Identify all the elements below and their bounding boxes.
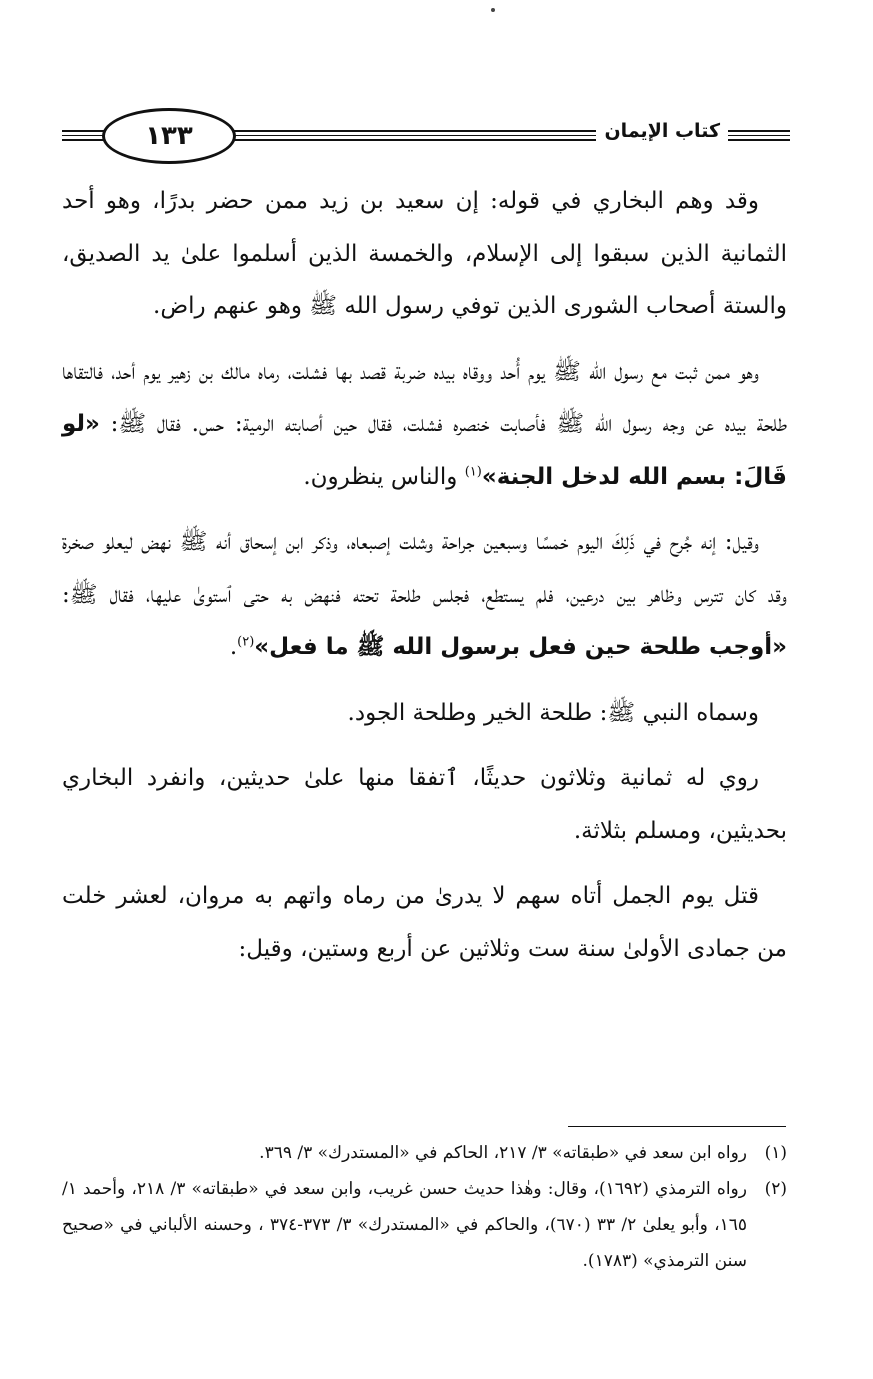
hadith-quote: «أوجب طلحة حين فعل برسول الله ﷺ ما فعل» bbox=[254, 634, 787, 660]
paragraph-text: وقيل: إنه جُرح في ذَلِكَ اليوم خمسًا وسبعين جراحة وشلت إصبعاه، وذكر ابن إسحاق أنه ﷺ نهض ليعلو صخرة وقد كان تترس وظاهر بين درعين، فلم يستطع، فجلس طلحة تحته فنهض به حتى ٱستوىٰ عليها، فقال ﷺ: bbox=[62, 529, 787, 608]
footnote-ref[interactable]: (٢) bbox=[237, 634, 255, 650]
page-number: ١٣٣ bbox=[102, 108, 236, 164]
paragraph-text: وهو ممن ثبت مع رسول الله ﷺ يوم أُحد ووقاه بيده ضربة قصد بها فشلت، رماه مالك بن زهير يوم أحد، فالتقاها طلحة بيده عن وجه رسول الله ﷺ فأصابت خنصره فشلت، فقال حين أصابته الرمية: حس. فقال ﷺ: bbox=[62, 358, 787, 437]
footnotes bbox=[62, 1135, 787, 1279]
footnote bbox=[62, 1135, 787, 1171]
paragraph-text: قتل يوم الجمل أتاه سهم لا يدرىٰ من رماه واتهم به مروان، لعشر خلت من جمادى الأولىٰ سنة ست وثلاثين عن أربع وستين، وقيل: bbox=[62, 883, 787, 962]
footnote-number: (١) bbox=[764, 1143, 787, 1163]
paragraph bbox=[62, 516, 787, 674]
footnote-text: رواه الترمذي (١٦٩٢)، وقال: وهٰذا حديث حسن غريب، وابن سعد في «طبقاته» ٣/ ٢١٨، وأحمد ١/ ١٦٥، وأبو يعلىٰ ٢/ ٣٣ (٦٧٠)، والحاكم في «المستدرك» ٣/ ٣٧٣-٣٧٤ ، وحسنه الألباني في «صحيح سنن الترمذي» (١٧٨٣). bbox=[62, 1179, 747, 1271]
paragraph bbox=[62, 752, 787, 857]
footnote-number: (٢) bbox=[764, 1179, 787, 1199]
footnote bbox=[62, 1171, 787, 1279]
paragraph bbox=[62, 687, 787, 740]
page-header bbox=[62, 108, 790, 168]
paragraph bbox=[62, 870, 787, 975]
running-title: كتاب الإيمان bbox=[596, 120, 728, 142]
hadith-quote: «لو قَالَ: بسم الله لدخل الجنة» bbox=[62, 411, 787, 490]
main-text bbox=[62, 178, 787, 988]
paragraph bbox=[62, 175, 787, 333]
paragraph bbox=[62, 346, 787, 504]
footnote-ref[interactable]: (١) bbox=[464, 463, 482, 479]
paragraph-text: وقد وهم البخاري في قوله: إن سعيد بن زيد ممن حضر بدرًا، وهو أحد الثمانية الذين سبقوا إلى الإسلام، والخمسة الذين أسلموا علىٰ يد الصديق، والستة أصحاب الشورى الذين توفي رسول الله ﷺ وهو عنهم راض. bbox=[62, 188, 787, 319]
paragraph-text: روي له ثمانية وثلاثون حديثًا، ٱتفقا منها علىٰ حديثين، وانفرد البخاري بحديثين، ومسلم بثلاثة. bbox=[62, 765, 787, 844]
scan-speck bbox=[491, 8, 495, 12]
paragraph-text: والناس ينظرون. bbox=[303, 463, 465, 490]
footnote-text: رواه ابن سعد في «طبقاته» ٣/ ٢١٧، الحاكم في «المستدرك» ٣/ ٣٦٩. bbox=[259, 1143, 747, 1163]
paragraph-text: . bbox=[229, 634, 238, 660]
paragraph-text: وسماه النبي ﷺ: طلحة الخير وطلحة الجود. bbox=[347, 699, 759, 726]
footnote-separator bbox=[568, 1126, 786, 1127]
